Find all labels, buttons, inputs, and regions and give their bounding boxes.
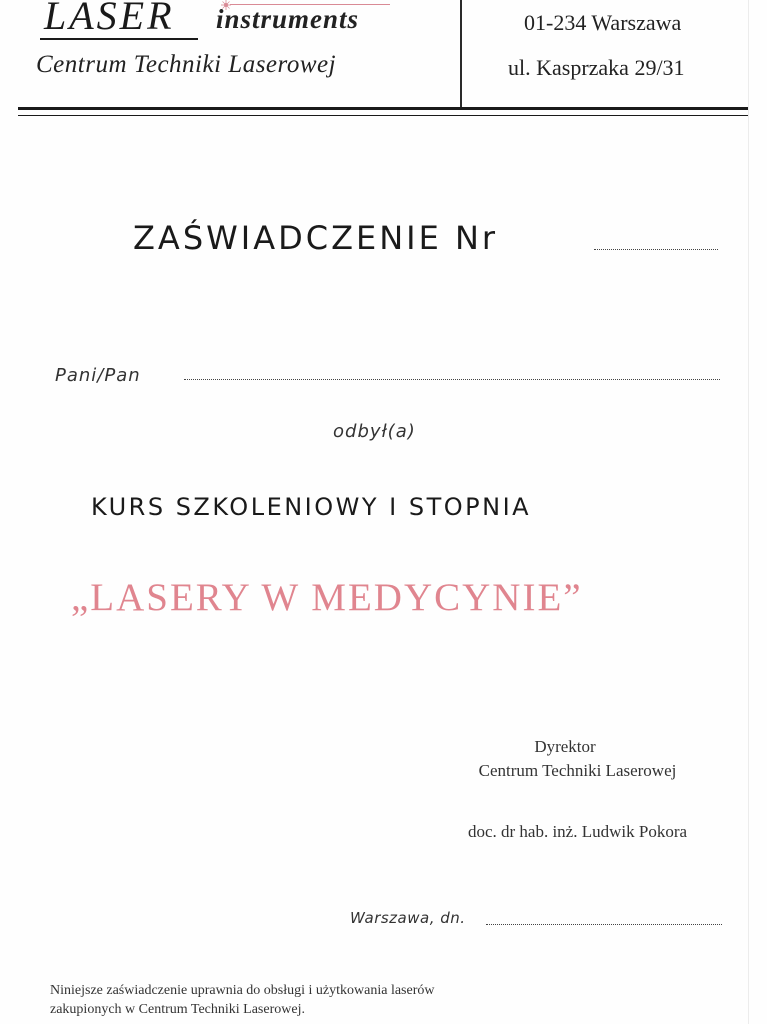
header-divider <box>460 0 462 107</box>
logo-underline <box>40 38 198 40</box>
completed-label: odbył(a) <box>333 421 416 442</box>
course-name: „LASERY W MEDYCYNIE” <box>71 576 583 619</box>
header-rule-thin <box>18 115 748 116</box>
course-type: KURS SZKOLENIOWY I STOPNIA <box>91 493 532 521</box>
recipient-label: Pani/Pan <box>55 365 141 386</box>
logo-word: LASER <box>44 0 175 38</box>
page-edge-line <box>748 0 749 1024</box>
address-city: 01-234 Warszawa <box>524 10 682 35</box>
certificate-title: ZAŚWIADCZENIE Nr <box>133 219 499 257</box>
date-label: Warszawa, dn. <box>350 909 466 927</box>
address-street: ul. Kasprzaka 29/31 <box>508 55 685 80</box>
logo-subtitle: instruments <box>216 4 360 34</box>
signatory-title: Dyrektor <box>534 737 596 756</box>
recipient-name-field <box>184 379 720 380</box>
certificate-number-field <box>594 249 718 250</box>
footer-note: Niniejsze zaświadczenie uprawnia do obsługi i użytkowania laserów zakupionych w Centrum Techniki Laserowej. <box>50 983 435 1017</box>
date-field <box>486 924 722 925</box>
signatory-organization: Centrum Techniki Laserowej <box>478 761 677 780</box>
signatory-name: doc. dr hab. inż. Ludwik Pokora <box>467 822 688 841</box>
header-rule-thick <box>18 107 748 110</box>
company-tagline: Centrum Techniki Laserowej <box>36 51 337 78</box>
